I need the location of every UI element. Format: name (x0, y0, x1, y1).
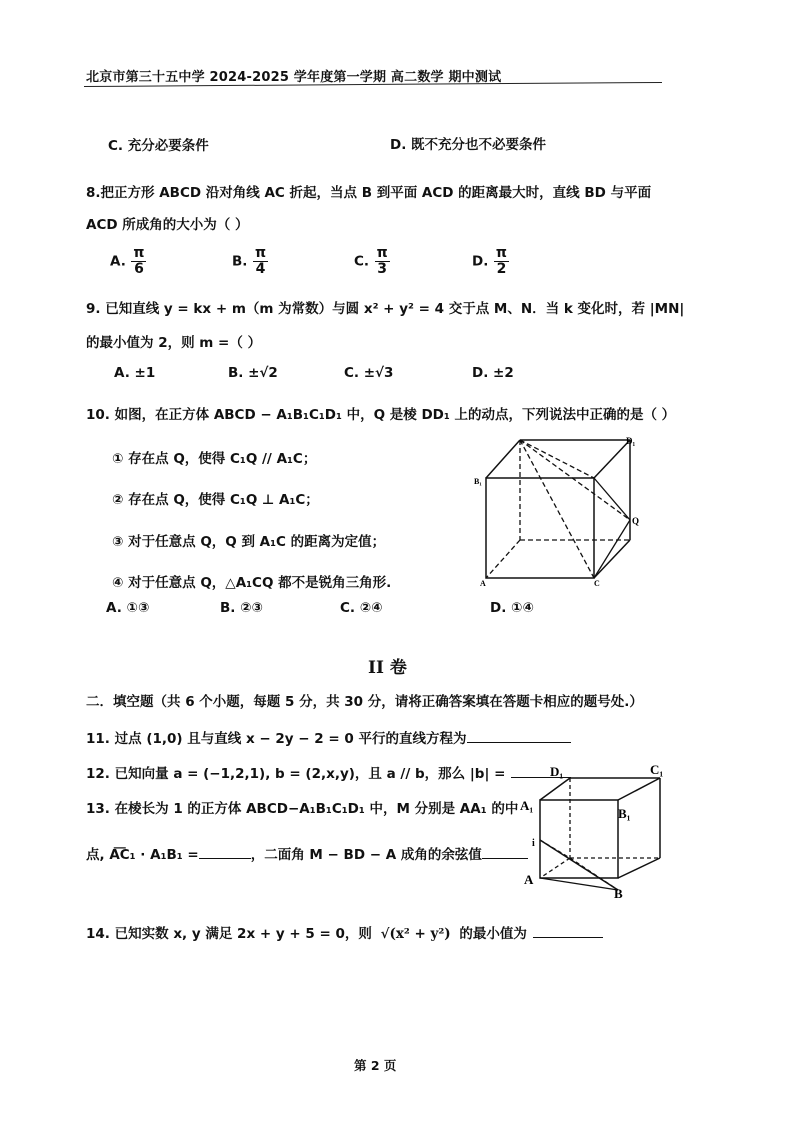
q14-stem (86, 922, 603, 942)
q8-option-b-fraction (253, 246, 268, 276)
cube-front-face (540, 800, 618, 878)
q8-option-c (354, 246, 390, 276)
fraction-denominator: 4 (255, 260, 266, 277)
q12-stem (86, 762, 571, 782)
label-a: A (480, 579, 486, 588)
fraction-numerator: π (255, 245, 267, 261)
q13-text-b: ，二面角 M − BD − A 成角的余弦值 (250, 847, 482, 863)
q8-option-c-label: C. (354, 253, 370, 270)
q8-option-a (110, 246, 146, 276)
segment-c1q (594, 478, 630, 520)
q10-statement-3: ③ 对于任意点 Q，Q 到 A₁C 的距离为定值； (112, 534, 386, 550)
segment-ab (540, 878, 618, 890)
q13-cube-figure (520, 760, 700, 900)
q14-text-b: 的最小值为 (459, 926, 527, 942)
segment-mb (540, 840, 618, 890)
q10-option-d: D. ①④ (490, 600, 534, 616)
cube-edge (540, 778, 570, 800)
label-a: A (524, 872, 534, 887)
q9-option-c: C. ±√3 (344, 365, 394, 381)
label-b1: B₁ (618, 806, 631, 821)
label-q: Q (632, 516, 640, 526)
fraction-denominator: 2 (496, 260, 507, 277)
q10-statement-4: ④ 对于任意点 Q，△A₁CQ 都不是锐角三角形. (112, 575, 392, 591)
q9-stem-line1: 9. 已知直线 y = kx + m（m 为常数）与圆 x² + y² = 4 交于点 M、N．当 k 变化时，若 |MN| (86, 301, 685, 317)
cube-edge (594, 440, 630, 478)
q10-cube-figure (470, 428, 650, 590)
q8-option-d-fraction (494, 246, 509, 276)
part2-instructions: 二．填空题（共 6 个小题，每题 5 分，共 30 分，请将正确答案填在答题卡相应的题号处.） (86, 694, 643, 710)
exam-header: 北京市第三十五中学 2024-2025 学年度第一学期 高二数学 期中测试 (86, 70, 502, 85)
label-d1: D₁ (550, 764, 564, 779)
q14-text-a: 14. 已知实数 x, y 满足 2x + y + 5 = 0，则 (86, 926, 372, 942)
q8-stem-line1: 8.把正方形 ABCD 沿对角线 AC 折起，当点 B 到平面 ACD 的距离最大时，直线 BD 与平面 (86, 185, 652, 201)
q9-option-a: A. ±1 (114, 365, 156, 381)
q11-text: 11. 过点 (1,0) 且与直线 x − 2y − 2 = 0 平行的直线方程为 (86, 731, 467, 747)
fraction-numerator: π (376, 245, 388, 261)
fraction-denominator: 3 (377, 260, 388, 277)
page-number: 第 2 页 (354, 1058, 397, 1073)
q12-text: 12. 已知向量 a = (−1,2,1), b = (2,x,y)，且 a // b，那么 |b| = (86, 766, 506, 782)
fraction-denominator: 6 (134, 260, 144, 277)
q9-option-b: B. ±√2 (228, 365, 278, 381)
q10-option-c: C. ②④ (340, 600, 383, 616)
cube-edge-hidden (540, 858, 570, 878)
q10-stem: 10. 如图，在正方体 ABCD − A₁B₁C₁D₁ 中，Q 是棱 DD₁ 上的动点，下列说法中正确的是（ ） (86, 407, 676, 423)
label-d1: D₁ (626, 436, 636, 446)
fraction-numerator: π (133, 245, 145, 261)
label-b1: B₁ (474, 477, 482, 486)
segment-to-q (520, 440, 630, 520)
label-a1: A₁ (520, 798, 534, 813)
cube-edge (594, 540, 630, 578)
q13-text-a: 点, A͞C₁ · A₁B₁ = (86, 847, 199, 863)
segment-face-diag (520, 440, 594, 478)
q11-stem (86, 727, 571, 747)
label-b: B (614, 886, 623, 900)
label-m: i (532, 838, 535, 849)
q10-statement-2: ② 存在点 Q，使得 C₁Q ⊥ A₁C； (112, 492, 319, 508)
q7-option-d: D. 既不充分也不必要条件 (390, 137, 547, 153)
cube-front-face (486, 478, 594, 578)
q8-option-c-fraction (375, 246, 390, 276)
q11-answer-blank[interactable] (467, 728, 571, 743)
q8-option-a-label: A. (110, 253, 126, 270)
q8-option-d-label: D. (472, 253, 489, 270)
q8-option-d (472, 246, 509, 276)
q13-stem-line2 (86, 843, 528, 863)
part2-title: II 卷 (368, 658, 407, 678)
q10-option-a: A. ①③ (106, 600, 150, 616)
q13-answer-blank-1[interactable] (199, 844, 251, 859)
q9-stem-line2: 的最小值为 2，则 m =（ ） (86, 335, 262, 351)
cube-edge-hidden (486, 540, 520, 578)
q10-statement-1: ① 存在点 Q，使得 C₁Q // A₁C； (112, 451, 317, 467)
q14-answer-blank[interactable] (533, 923, 603, 938)
cube-edge (486, 440, 520, 478)
q9-option-d: D. ±2 (472, 365, 514, 381)
q8-option-b-label: B. (232, 253, 248, 270)
label-c1: C₁ (650, 762, 664, 777)
q10-option-b: B. ②③ (220, 600, 263, 616)
q8-option-b (232, 246, 268, 276)
q14-radical-expression: √(x² + y²) (380, 926, 451, 942)
q8-option-a-fraction (131, 246, 146, 276)
q13-stem-line1: 13. 在棱长为 1 的正方体 ABCD−A₁B₁C₁D₁ 中，M 分别是 AA₁ 的中 (86, 801, 519, 817)
q8-stem-line2: ACD 所成角的大小为（ ） (86, 217, 249, 233)
cube-edge (618, 858, 660, 878)
fraction-numerator: π (495, 245, 507, 261)
q7-option-c: C. 充分必要条件 (108, 138, 209, 154)
cube-edge (618, 778, 660, 800)
label-c: C (594, 579, 600, 588)
diagonal-a1c (520, 440, 594, 578)
segment-cq (594, 520, 630, 578)
